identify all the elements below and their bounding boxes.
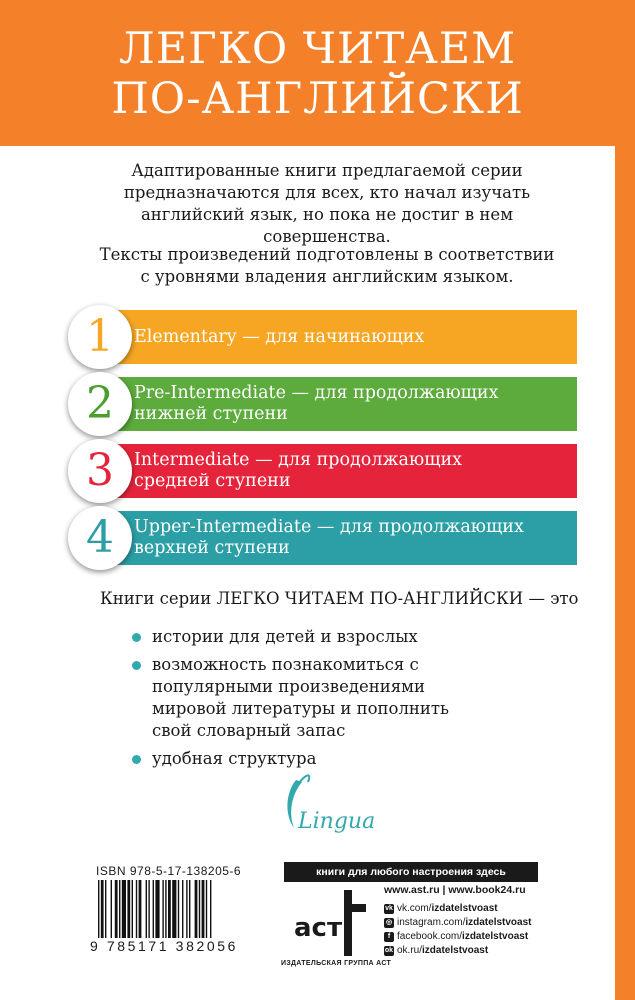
barcode-icon xyxy=(96,880,264,938)
level-number-badge: 2 xyxy=(68,372,132,436)
list-item-text: истории для детей и взрослых xyxy=(152,627,418,646)
barcode-stripe xyxy=(111,880,112,938)
social-links xyxy=(384,902,532,958)
barcode-stripe xyxy=(139,880,142,938)
series-benefits-list xyxy=(132,626,572,776)
series-title-line-2: ПО-АНГЛИЙСКИ xyxy=(111,74,524,124)
barcode-stripe xyxy=(186,880,187,938)
list-item xyxy=(132,748,572,770)
level-upper-intermediate xyxy=(82,511,577,565)
bullet-dot-icon xyxy=(132,755,141,764)
barcode-stripe xyxy=(168,880,171,938)
level-label-line-1: Upper-Intermediate — для продолжающих xyxy=(134,517,524,537)
series-heading: Книги серии ЛЕГКО ЧИТАЕМ ПО-АНГЛИЙСКИ — это xyxy=(100,589,579,608)
barcode-stripe xyxy=(202,880,205,938)
level-number-badge: 4 xyxy=(68,506,132,570)
barcode-stripe xyxy=(165,880,166,938)
barcode-stripe xyxy=(178,880,179,938)
social-link-instagram[interactable]: ◎ instagram.com/izdatelstvoast xyxy=(385,917,532,928)
level-label xyxy=(134,377,567,431)
barcode-stripe xyxy=(101,880,104,938)
barcode-stripe xyxy=(210,880,211,938)
level-number-badge: 1 xyxy=(68,305,132,369)
ean-number: 9 785171 382056 xyxy=(90,938,238,954)
barcode-stripe xyxy=(148,880,149,938)
level-number-badge: 3 xyxy=(68,439,132,503)
lingua-logo xyxy=(262,770,382,840)
barcode-stripe xyxy=(98,880,99,938)
odnoklassniki-icon: ok xyxy=(384,947,394,954)
ast-logo-mark: аст xyxy=(294,913,343,943)
level-label-line-1: Intermediate — для продолжающих xyxy=(134,450,463,470)
level-intermediate xyxy=(82,444,577,498)
barcode-stripe xyxy=(153,880,154,938)
spine-edge xyxy=(615,146,635,1000)
social-link-vk[interactable]: vk vk.com/izdatelstvoast xyxy=(385,903,498,914)
publisher-websites: www.ast.ru | www.book24.ru xyxy=(384,884,526,896)
level-label-line-1: Elementary — для начинающих xyxy=(134,326,425,347)
barcode-stripe xyxy=(199,880,200,938)
barcode-stripe xyxy=(155,880,159,938)
series-title-line-1: ЛЕГКО ЧИТАЕМ xyxy=(118,24,517,74)
publisher-name: ИЗДАТЕЛЬСКАЯ ГРУППА АСТ xyxy=(281,960,392,967)
list-item-text: возможность познакомиться с популярными произведениями мировой литературы и пополнить свой словарный запас xyxy=(152,655,450,740)
barcode-stripe xyxy=(122,880,126,938)
level-label xyxy=(134,511,567,565)
instagram-icon: ◎ xyxy=(385,919,393,926)
level-label xyxy=(134,310,567,364)
barcode-stripe xyxy=(189,880,190,938)
level-label-line-2: верхней ступени xyxy=(134,538,290,558)
barcode-stripe xyxy=(136,880,137,938)
list-item xyxy=(132,654,492,742)
social-link-facebook[interactable]: f facebook.com/izdatelstvoast xyxy=(384,930,532,944)
barcode-stripe xyxy=(132,880,133,938)
list-item-text: удобная структура xyxy=(152,749,317,768)
ast-logo xyxy=(284,886,384,966)
barcode-stripe xyxy=(105,880,106,938)
series-title xyxy=(0,24,635,124)
level-elementary xyxy=(82,310,577,364)
barcode-stripe xyxy=(172,880,176,938)
intro-paragraph-2: Тексты произведений подготовлены в соответствии с уровнями владения английским языком. xyxy=(99,245,555,286)
barcode-stripe xyxy=(146,880,147,938)
facebook-icon: f xyxy=(384,932,394,942)
barcode-stripe xyxy=(206,880,207,938)
level-label-line-1: Pre-Intermediate — для продолжающих xyxy=(134,383,499,403)
barcode-stripe xyxy=(182,880,183,938)
level-label xyxy=(134,444,567,498)
social-link-odnoklassniki[interactable]: ok ok.ru/izdatelstvoast xyxy=(384,945,489,956)
barcode-stripe xyxy=(115,880,118,938)
intro-paragraph-1: Адаптированные книги предлагаемой серии предназначаются для всех, кто начал изучать английский язык, но пока не достиг в нем совершенства. xyxy=(123,161,531,246)
publisher-slogan: книги для любого настроения здесь xyxy=(284,862,538,882)
barcode-stripe xyxy=(119,880,120,938)
barcode-stripe xyxy=(195,880,198,938)
level-pre-intermediate xyxy=(82,377,577,431)
level-label-line-2: нижней ступени xyxy=(134,404,288,424)
bullet-dot-icon xyxy=(132,633,141,642)
isbn-number: ISBN 978-5-17-138205-6 xyxy=(96,864,242,878)
barcode-stripe xyxy=(127,880,130,938)
bullet-dot-icon xyxy=(132,661,141,670)
vk-icon: vk xyxy=(385,905,393,912)
list-item xyxy=(132,626,572,648)
lingua-logo-text: Lingua xyxy=(298,809,376,834)
level-label-line-2: средней ступени xyxy=(134,471,291,491)
barcode-stripe xyxy=(162,880,163,938)
